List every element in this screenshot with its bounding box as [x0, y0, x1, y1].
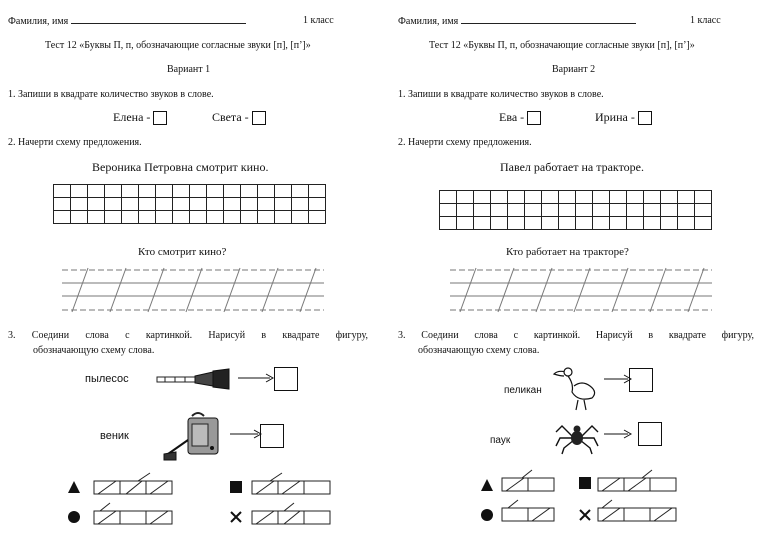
pelican-icon[interactable]	[552, 362, 602, 412]
sentence: Вероника Петровна смотрит кино.	[92, 160, 269, 174]
question-3: 3. Соедини слова с картинкой. Нарисуй в квадрате фигуру,	[8, 330, 368, 341]
question-sentence: Кто работает на тракторе?	[506, 246, 629, 258]
figure-box[interactable]	[629, 368, 653, 392]
square-icon	[578, 476, 592, 490]
test-title: Тест 12 «Буквы П, п, обозначающие согласные звуки [п], [п’]»	[45, 40, 311, 51]
name-line[interactable]	[71, 15, 246, 24]
question-3-cont: обозначающую схему слова.	[33, 345, 155, 356]
handwriting-lines[interactable]	[450, 266, 712, 316]
name-line[interactable]	[461, 15, 636, 24]
cross-icon	[229, 510, 243, 524]
figure-box[interactable]	[638, 422, 662, 446]
question-3-cont: обозначающую схему слова.	[418, 345, 540, 356]
word-scheme[interactable]	[596, 468, 682, 494]
question-1: 1. Запиши в квадрате количество звуков в слове.	[8, 89, 214, 100]
question-sentence: Кто смотрит кино?	[138, 246, 227, 258]
word-eva: Ева -	[499, 110, 541, 125]
word-venik[interactable]: веник	[100, 430, 129, 442]
word-scheme[interactable]	[500, 498, 560, 524]
sentence: Павел работает на тракторе.	[500, 160, 645, 174]
word-irina: Ирина -	[595, 110, 652, 125]
grade-label: 1 класс	[303, 15, 334, 26]
word-scheme[interactable]	[250, 471, 336, 497]
variant-title: Вариант 2	[552, 64, 596, 75]
triangle-icon	[67, 480, 81, 494]
circle-icon	[480, 508, 494, 522]
answer-box[interactable]	[527, 111, 541, 125]
question-2: 2. Начерти схему предложения.	[8, 137, 142, 148]
broom-icon[interactable]	[162, 410, 226, 464]
variant-title: Вариант 1	[167, 64, 211, 75]
triangle-icon	[480, 478, 494, 492]
question-3: 3. Соедини слова с картинкой. Нарисуй в квадрате фигуру,	[398, 330, 754, 341]
word-scheme[interactable]	[92, 501, 178, 527]
question-2: 2. Начерти схему предложения.	[398, 137, 532, 148]
word-pylesos[interactable]: пылесос	[85, 373, 129, 385]
name-field: Фамилия, имя	[398, 15, 636, 27]
word-pauk[interactable]: паук	[490, 435, 511, 446]
square-icon	[229, 480, 243, 494]
name-field: Фамилия, имя	[8, 15, 246, 27]
answer-box[interactable]	[638, 111, 652, 125]
cross-icon	[578, 508, 592, 522]
spider-icon[interactable]	[554, 420, 600, 456]
cell-grid[interactable]	[53, 184, 326, 224]
word-scheme[interactable]	[596, 498, 682, 524]
arrow-icon	[236, 372, 276, 384]
word-scheme[interactable]	[500, 468, 560, 494]
word-scheme[interactable]	[250, 501, 336, 527]
word-sveta: Света -	[212, 110, 266, 125]
word-scheme[interactable]	[92, 471, 178, 497]
word-elena: Елена -	[113, 110, 167, 125]
circle-icon	[67, 510, 81, 524]
answer-box[interactable]	[252, 111, 266, 125]
answer-box[interactable]	[153, 111, 167, 125]
question-1: 1. Запиши в квадрате количество звуков в слове.	[398, 89, 604, 100]
cell-grid[interactable]	[439, 190, 712, 230]
figure-box[interactable]	[260, 424, 284, 448]
figure-box[interactable]	[274, 367, 298, 391]
test-title: Тест 12 «Буквы П, п, обозначающие согласные звуки [п], [п’]»	[429, 40, 695, 51]
variant-2-column	[384, 0, 768, 543]
vacuum-cleaner-icon[interactable]	[155, 368, 235, 390]
arrow-icon	[602, 428, 634, 440]
arrow-icon	[228, 428, 264, 440]
grade-label: 1 класс	[690, 15, 721, 26]
word-pelikan[interactable]: пеликан	[504, 385, 542, 396]
handwriting-lines[interactable]	[62, 266, 324, 316]
